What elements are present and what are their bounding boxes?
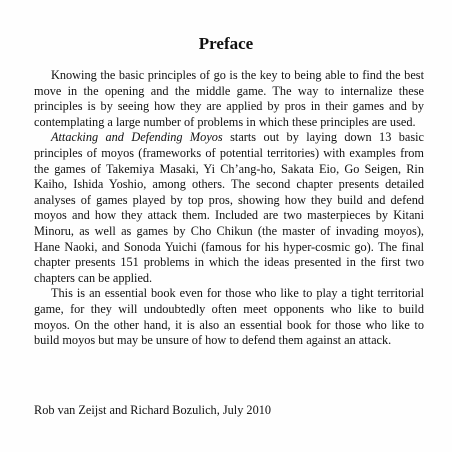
paragraph-3: This is an essential book even for those who like to play a tight territorial game, for they will undoubtedly often meet opponents who like to build moyos. On the other hand, it is also an essential book for those who like to build moyos but may be unsure of how to defend them against an attack.	[34, 286, 424, 348]
book-title-italic: Attacking and Defending Moyos	[51, 130, 223, 145]
page-title: Preface	[198, 34, 254, 53]
paragraph-2	[34, 130, 424, 286]
preface-body	[34, 68, 424, 349]
paragraph-1: Knowing the basic principles of go is the key to being able to find the best move in the opening and the middle game. The way to internalize these principles is by seeing how they are applied by pros in their games and by contemplating a large number of problems in which these principles are used.	[34, 68, 424, 129]
author-signature: Rob van Zeijst and Richard Bozulich, July 2010	[34, 403, 272, 417]
paragraph-2-text: starts out by laying down 13 basic principles of moyos (frameworks of potential territories) with examples from the games of Takemiya Masaki, Yi Ch’ang-ho, Sakata Eio, Go Seigen, Rin Kaiho, Ishida Yoshio, among others. The second chapter presents detailed analyses of games played by top pros, showing how they build and defend moyos and how they attack them. Included are two masterpieces by Kitani Minoru, as well as games by Cho Chikun (the master of invading moyos), Hane Naoki, and Sonoda Yuichi (famous for his hyper-cosmic go). The final chapter presents 151 problems in which the ideas presented in the first two chapters can be applied.	[34, 130, 425, 285]
